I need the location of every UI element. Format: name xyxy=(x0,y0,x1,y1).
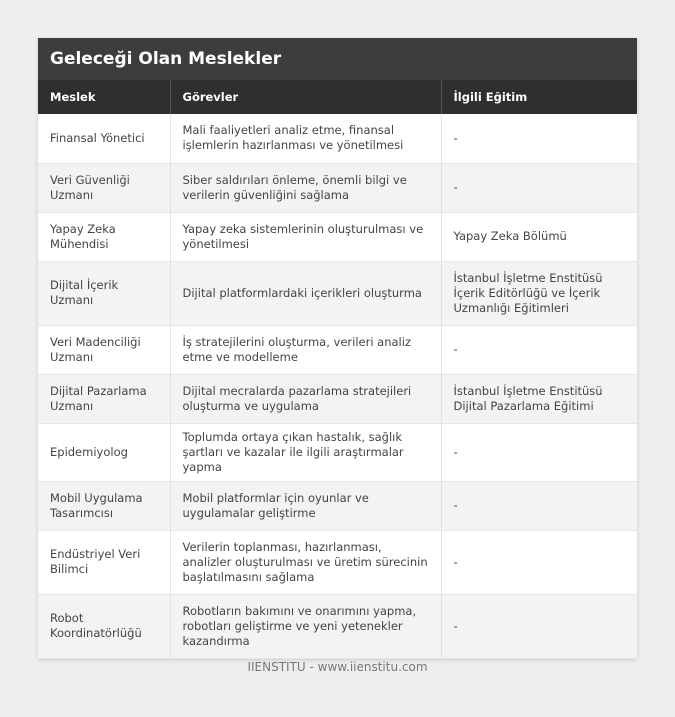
table-row xyxy=(38,481,637,530)
cell-gorev: Toplumda ortaya çıkan hastalık, sağlık şartları ve kazalar ile ilgili araştırmalar yapma xyxy=(170,423,441,481)
cell-gorev: Robotların bakımını ve onarımını yapma, robotları geliştirme ve yeni yetenekler kazandırma xyxy=(170,594,441,658)
cell-gorev: Mobil platformlar için oyunlar ve uygulamalar geliştirme xyxy=(170,481,441,530)
cell-egitim: - xyxy=(441,114,637,163)
cell-meslek: Epidemiyolog xyxy=(38,423,170,481)
cell-gorev: Dijital platformlardaki içerikleri oluşturma xyxy=(170,261,441,325)
cell-gorev: Mali faaliyetleri analiz etme, finansal işlemlerin hazırlanması ve yönetilmesi xyxy=(170,114,441,163)
cell-meslek: Endüstriyel Veri Bilimci xyxy=(38,530,170,594)
table-row xyxy=(38,374,637,423)
cell-egitim: İstanbul İşletme Enstitüsü Dijital Pazarlama Eğitimi xyxy=(441,374,637,423)
professions-table xyxy=(38,80,637,659)
cell-meslek: Robot Koordinatörlüğü xyxy=(38,594,170,658)
table-row xyxy=(38,530,637,594)
cell-egitim: - xyxy=(441,481,637,530)
column-header-ilgili-egitim: İlgili Eğitim xyxy=(441,80,637,114)
cell-meslek: Dijital Pazarlama Uzmanı xyxy=(38,374,170,423)
table-row xyxy=(38,114,637,163)
cell-gorev: Yapay zeka sistemlerinin oluşturulması ve yönetilmesi xyxy=(170,212,441,261)
header-row xyxy=(38,80,637,114)
table-row xyxy=(38,212,637,261)
cell-egitim: - xyxy=(441,423,637,481)
cell-meslek: Mobil Uygulama Tasarımcısı xyxy=(38,481,170,530)
cell-egitim: - xyxy=(441,163,637,212)
cell-gorev: Verilerin toplanması, hazırlanması, analizler oluşturulması ve üretim sürecinin başlatılmasını sağlama xyxy=(170,530,441,594)
table-title: Geleceği Olan Meslekler xyxy=(38,38,637,80)
cell-egitim: - xyxy=(441,594,637,658)
table-row xyxy=(38,261,637,325)
cell-gorev: Dijital mecralarda pazarlama stratejileri oluşturma ve uygulama xyxy=(170,374,441,423)
footer-credit: IIENSTITU - www.iienstitu.com xyxy=(247,660,428,674)
cell-egitim: Yapay Zeka Bölümü xyxy=(441,212,637,261)
table-row xyxy=(38,423,637,481)
cell-gorev: Siber saldırıları önleme, önemli bilgi ve verilerin güvenliğini sağlama xyxy=(170,163,441,212)
cell-meslek: Veri Madenciliği Uzmanı xyxy=(38,325,170,374)
cell-meslek: Finansal Yönetici xyxy=(38,114,170,163)
cell-gorev: İş stratejilerini oluşturma, verileri analiz etme ve modelleme xyxy=(170,325,441,374)
column-header-gorevler: Görevler xyxy=(170,80,441,114)
cell-egitim: - xyxy=(441,530,637,594)
cell-meslek: Veri Güvenliği Uzmanı xyxy=(38,163,170,212)
table-row xyxy=(38,163,637,212)
cell-meslek: Dijital İçerik Uzmanı xyxy=(38,261,170,325)
table-row xyxy=(38,325,637,374)
cell-meslek: Yapay Zeka Mühendisi xyxy=(38,212,170,261)
column-header-meslek: Meslek xyxy=(38,80,170,114)
table-row xyxy=(38,594,637,658)
cell-egitim: - xyxy=(441,325,637,374)
cell-egitim: İstanbul İşletme Enstitüsü İçerik Editörlüğü ve İçerik Uzmanlığı Eğitimleri xyxy=(441,261,637,325)
table-card xyxy=(38,38,637,659)
